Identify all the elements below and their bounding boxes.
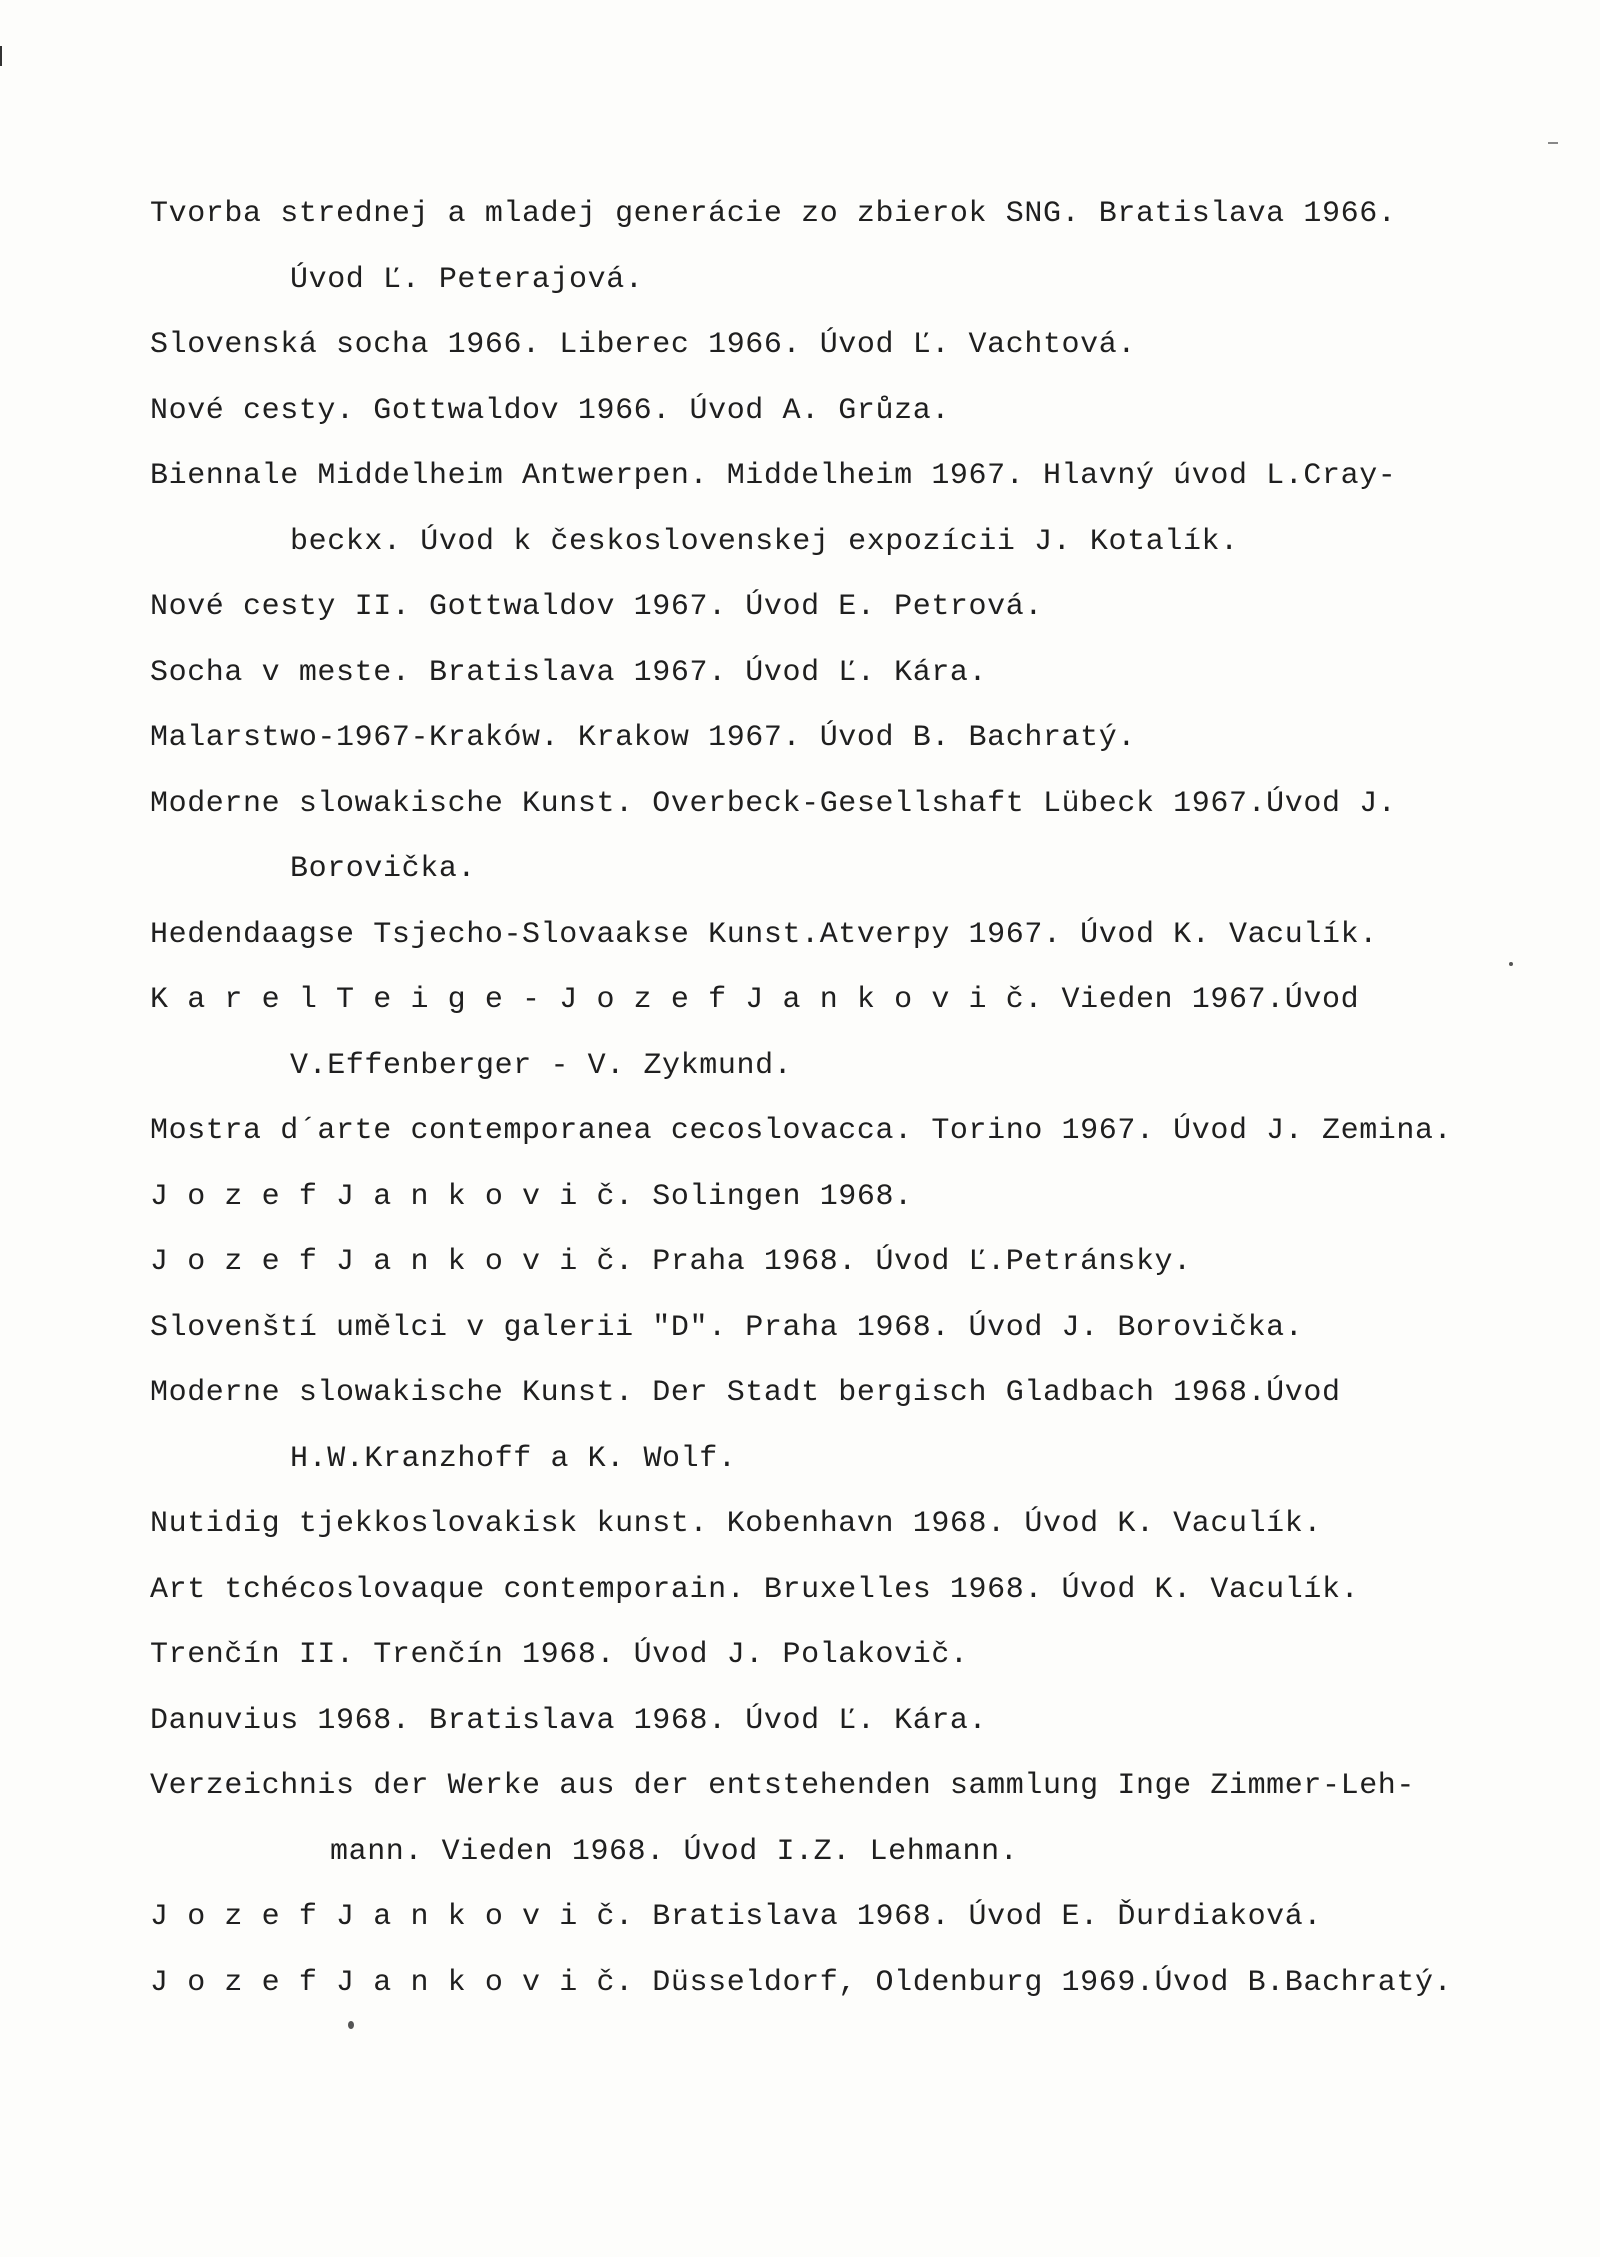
- list-entry: K a r e l T e i g e - J o z e f J a n k o v i č. Vieden 1967.Úvod: [150, 983, 1360, 1017]
- list-entry: J o z e f J a n k o v i č. Bratislava 1968. Úvod E. Ďurdiaková.: [150, 1900, 1322, 1934]
- list-entry-continuation: beckx. Úvod k československej expozícii J. Kotalík.: [290, 524, 1239, 559]
- list-entry-continuation: V.Effenberger - V. Zykmund.: [290, 1048, 793, 1083]
- list-entry: Slovenská socha 1966. Liberec 1966. Úvod Ľ. Vachtová.: [150, 328, 1136, 362]
- list-entry: Socha v meste. Bratislava 1967. Úvod Ľ. Kára.: [150, 655, 988, 690]
- list-entry: J o z e f J a n k o v i č. Praha 1968. Úvod Ľ.Petránsky.: [150, 1245, 1192, 1279]
- list-entry: Nové cesty II. Gottwaldov 1967. Úvod E. Petrová.: [150, 590, 1043, 624]
- list-entry: J o z e f J a n k o v i č. Solingen 1968.: [150, 1179, 913, 1214]
- list-entry: Slovenští umělci v galerii "D". Praha 1968. Úvod J. Borovička.: [150, 1310, 1304, 1345]
- bibliography-list: [150, 182, 1550, 2016]
- list-entry: Tvorba strednej a mladej generácie zo zbierok SNG. Bratislava 1966.: [150, 197, 1397, 231]
- list-entry: Art tchécoslovaque contemporain. Bruxelles 1968. Úvod K. Vaculík.: [150, 1572, 1360, 1607]
- list-entry: Hedendaagse Tsjecho-Slovaakse Kunst.Atverpy 1967. Úvod K. Vaculík.: [150, 917, 1378, 952]
- list-entry-continuation: mann. Vieden 1968. Úvod I.Z. Lehmann.: [330, 1834, 1019, 1869]
- list-entry: Nutidig tjekkoslovakisk kunst. Kobenhavn 1968. Úvod K. Vaculík.: [150, 1507, 1322, 1541]
- ink-dot: [1509, 962, 1513, 966]
- corner-dash-mark: [1548, 142, 1558, 144]
- list-entry: Verzeichnis der Werke aus der entstehenden sammlung Inge Zimmer-Leh-: [150, 1769, 1415, 1803]
- list-entry-continuation: H.W.Kranzhoff a K. Wolf.: [290, 1441, 737, 1476]
- list-entry: Moderne slowakische Kunst. Der Stadt bergisch Gladbach 1968.Úvod: [150, 1376, 1341, 1410]
- list-entry-continuation: Úvod Ľ. Peterajová.: [290, 262, 644, 297]
- list-entry: Malarstwo-1967-Kraków. Krakow 1967. Úvod B. Bachratý.: [150, 721, 1136, 755]
- list-entry: Danuvius 1968. Bratislava 1968. Úvod Ľ. Kára.: [150, 1703, 988, 1738]
- list-entry-continuation: Borovička.: [290, 852, 477, 886]
- list-entry: Moderne slowakische Kunst. Overbeck-Gesellshaft Lübeck 1967.Úvod J.: [150, 786, 1397, 821]
- list-entry: Biennale Middelheim Antwerpen. Middelheim 1967. Hlavný úvod L.Cray-: [150, 459, 1397, 493]
- list-entry: J o z e f J a n k o v i č. Düsseldorf, Oldenburg 1969.Úvod B.Bachratý.: [150, 1965, 1453, 2000]
- list-entry: Trenčín II. Trenčín 1968. Úvod J. Polakovič.: [150, 1638, 969, 1672]
- ink-dot: [348, 2021, 354, 2029]
- list-entry: Nové cesty. Gottwaldov 1966. Úvod A. Grůza.: [150, 393, 950, 428]
- list-entry: Mostra d´arte contemporanea cecoslovacca. Torino 1967. Úvod J. Zemina.: [150, 1114, 1453, 1148]
- page-edge-mark: [0, 46, 2, 66]
